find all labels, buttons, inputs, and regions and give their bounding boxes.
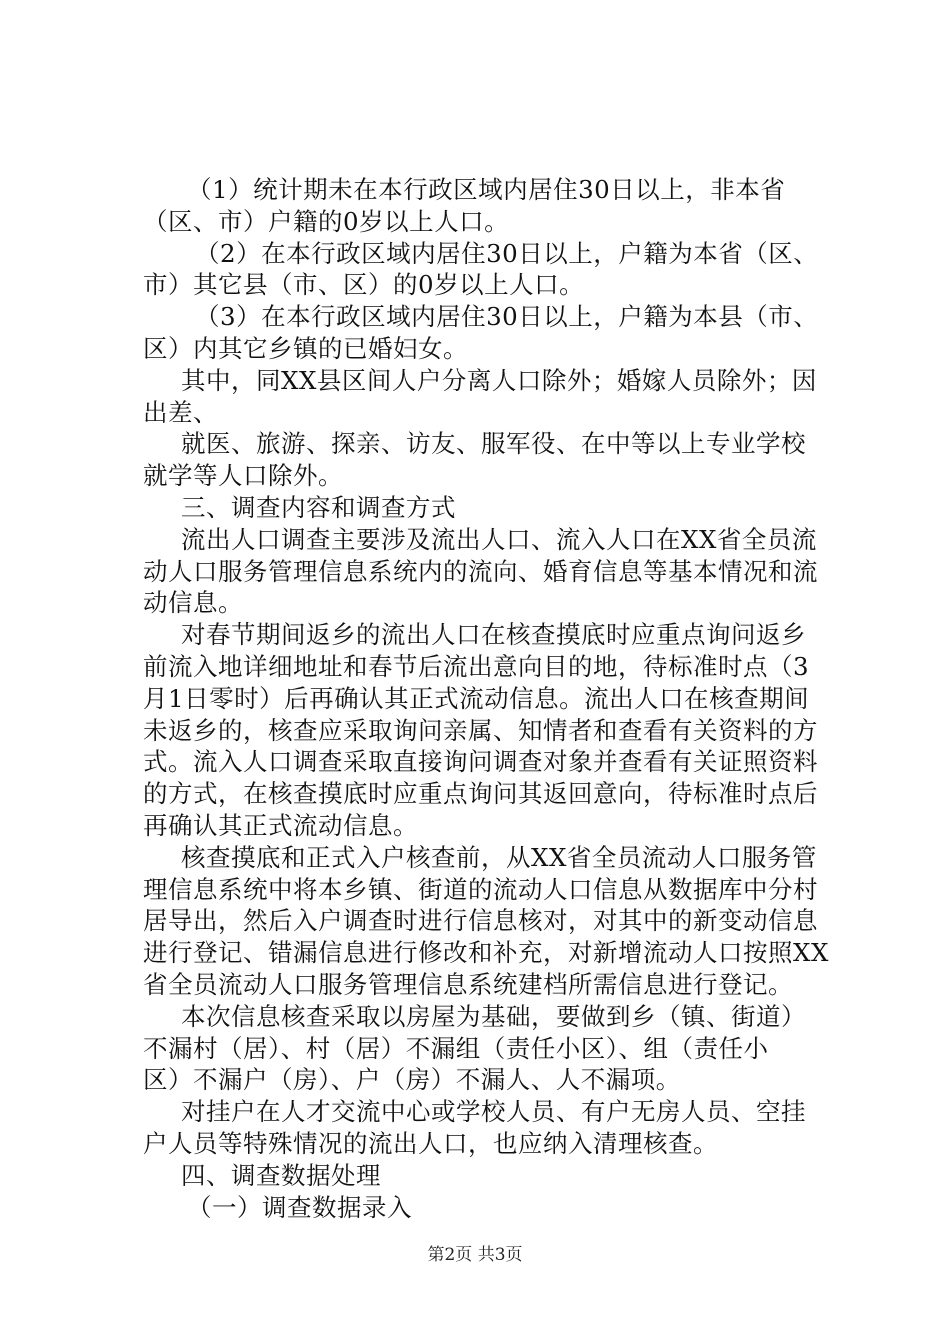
paragraph-line: 对春节期间返乡的流出人口在核查摸底时应重点询问返乡 (181, 620, 806, 650)
paragraph-line: 出差、 (143, 397, 218, 427)
paragraph-line: 就学等人口除外。 (143, 461, 343, 491)
paragraph-line: （区、市）户籍的0岁以上人口。 (143, 206, 510, 236)
paragraph-line: 进行登记、错漏信息进行修改和补充，对新增流动人口按照XX (143, 938, 829, 968)
paragraph-line: 前流入地详细地址和春节后流出意向目的地，待标准时点（3 (143, 651, 810, 681)
paragraph-line: 的方式，在核查摸底时应重点询问其返回意向，待标准时点后 (143, 779, 818, 809)
paragraph-line: 流出人口调查主要涉及流出人口、流入人口在XX省全员流 (181, 524, 817, 554)
page-number-footer: 第2页 共3页 (427, 1245, 523, 1265)
paragraph-line: 式。流入人口调查采取直接询问调查对象并查看有关证照资料 (143, 747, 818, 777)
section-heading: 三、调查内容和调查方式 (181, 492, 456, 522)
paragraph-line: 月1日零时）后再确认其正式流动信息。流出人口在核查期间 (143, 683, 810, 713)
paragraph-line: 市）其它县（市、区）的0岁以上人口。 (143, 270, 585, 300)
paragraph-line: （1）统计期未在本行政区域内居住30日以上，非本省 (187, 175, 786, 204)
paragraph-line: 省全员流动人口服务管理信息系统建档所需信息进行登记。 (143, 969, 793, 999)
paragraph-line: 区）不漏户（房）、户（房）不漏人、人不漏项。 (143, 1065, 681, 1095)
paragraph-line: （2）在本行政区域内居住30日以上，户籍为本省（区、 (195, 238, 819, 268)
paragraph-line: 区）内其它乡镇的已婚妇女。 (143, 333, 468, 363)
paragraph-line: 本次信息核查采取以房屋为基础，要做到乡（镇、街道） (181, 1001, 806, 1031)
paragraph-line: 其中，同XX县区间人户分离人口除外；婚嫁人员除外；因 (181, 365, 817, 395)
paragraph-line: 未返乡的，核查应采取询问亲属、知情者和查看有关资料的方 (143, 715, 818, 745)
paragraph-line: 居导出，然后入户调查时进行信息核对，对其中的新变动信息 (143, 906, 818, 936)
paragraph-line: 理信息系统中将本乡镇、街道的流动人口信息从数据库中分村 (143, 874, 818, 904)
paragraph-line: 核查摸底和正式入户核查前，从XX省全员流动人口服务管 (181, 842, 817, 872)
paragraph-line: 动信息。 (143, 588, 243, 618)
paragraph-line: 就医、旅游、探亲、访友、服军役、在中等以上专业学校 (181, 429, 806, 459)
paragraph-line: 对挂户在人才交流中心或学校人员、有户无房人员、空挂 (181, 1097, 806, 1127)
paragraph-line: 动人口服务管理信息系统内的流向、婚育信息等基本情况和流 (143, 556, 818, 586)
section-heading: 四、调查数据处理 (181, 1160, 381, 1190)
paragraph-line: （3）在本行政区域内居住30日以上，户籍为本县（市、 (195, 302, 819, 332)
paragraph-line: 再确认其正式流动信息。 (143, 810, 418, 840)
subsection-heading: （一）调查数据录入 (187, 1192, 412, 1222)
document-body (143, 174, 833, 1223)
paragraph-line: 不漏村（居）、村（居）不漏组（责任小区）、组（责任小 (143, 1033, 769, 1063)
paragraph-line: 户人员等特殊情况的流出人口，也应纳入清理核查。 (143, 1128, 718, 1158)
